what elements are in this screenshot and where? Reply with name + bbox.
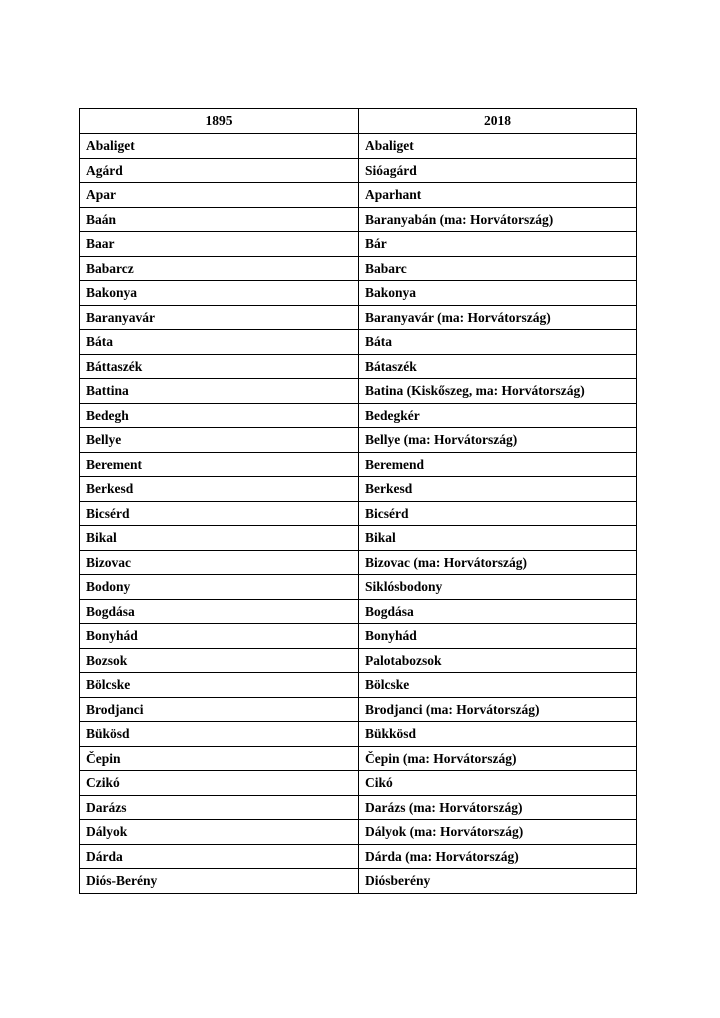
cell-name-2018: Čepin (ma: Horvátország): [359, 746, 637, 771]
cell-name-1895: Bedegh: [80, 403, 359, 428]
table-row: [80, 820, 637, 845]
table-row: [80, 354, 637, 379]
table-row: [80, 305, 637, 330]
cell-name-2018: Bakonya: [359, 281, 637, 306]
cell-name-1895: Bükösd: [80, 722, 359, 747]
table-row: [80, 697, 637, 722]
table-row: [80, 648, 637, 673]
cell-name-1895: Dárda: [80, 844, 359, 869]
cell-name-1895: Dályok: [80, 820, 359, 845]
cell-name-1895: Čepin: [80, 746, 359, 771]
cell-name-1895: Berement: [80, 452, 359, 477]
table-row: [80, 158, 637, 183]
cell-name-2018: Cikó: [359, 771, 637, 796]
cell-name-2018: Aparhant: [359, 183, 637, 208]
cell-name-2018: Diósberény: [359, 869, 637, 894]
cell-name-2018: Bizovac (ma: Horvátország): [359, 550, 637, 575]
table-row: [80, 795, 637, 820]
cell-name-1895: Bonyhád: [80, 624, 359, 649]
table-row: [80, 526, 637, 551]
cell-name-1895: Bölcske: [80, 673, 359, 698]
cell-name-1895: Babarcz: [80, 256, 359, 281]
table-row: [80, 256, 637, 281]
cell-name-1895: Bicsérd: [80, 501, 359, 526]
cell-name-2018: Bicsérd: [359, 501, 637, 526]
place-names-table: [79, 108, 637, 894]
table-row: [80, 379, 637, 404]
cell-name-1895: Battina: [80, 379, 359, 404]
table-row: [80, 232, 637, 257]
cell-name-1895: Berkesd: [80, 477, 359, 502]
header-2018: 2018: [359, 109, 637, 134]
cell-name-1895: Bellye: [80, 428, 359, 453]
cell-name-2018: Baranyabán (ma: Horvátország): [359, 207, 637, 232]
cell-name-2018: Bikal: [359, 526, 637, 551]
cell-name-1895: Bakonya: [80, 281, 359, 306]
cell-name-2018: Brodjanci (ma: Horvátország): [359, 697, 637, 722]
cell-name-2018: Abaliget: [359, 134, 637, 159]
table-row: [80, 477, 637, 502]
cell-name-2018: Siklósbodony: [359, 575, 637, 600]
table-row: [80, 624, 637, 649]
cell-name-2018: Sióagárd: [359, 158, 637, 183]
table-row: [80, 183, 637, 208]
cell-name-1895: Báttaszék: [80, 354, 359, 379]
cell-name-1895: Brodjanci: [80, 697, 359, 722]
table-row: [80, 844, 637, 869]
cell-name-1895: Bizovac: [80, 550, 359, 575]
table-row: [80, 599, 637, 624]
cell-name-2018: Báta: [359, 330, 637, 355]
cell-name-1895: Agárd: [80, 158, 359, 183]
cell-name-1895: Bodony: [80, 575, 359, 600]
table-row: [80, 746, 637, 771]
cell-name-2018: Bellye (ma: Horvátország): [359, 428, 637, 453]
cell-name-2018: Bogdása: [359, 599, 637, 624]
table-row: [80, 403, 637, 428]
cell-name-1895: Baán: [80, 207, 359, 232]
cell-name-2018: Palotabozsok: [359, 648, 637, 673]
table-row: [80, 771, 637, 796]
table-row: [80, 869, 637, 894]
table-row: [80, 428, 637, 453]
cell-name-2018: Baranyavár (ma: Horvátország): [359, 305, 637, 330]
header-row: [80, 109, 637, 134]
table-row: [80, 452, 637, 477]
cell-name-1895: Czikó: [80, 771, 359, 796]
cell-name-2018: Bölcske: [359, 673, 637, 698]
table-row: [80, 722, 637, 747]
table-row: [80, 673, 637, 698]
cell-name-1895: Baranyavár: [80, 305, 359, 330]
cell-name-2018: Beremend: [359, 452, 637, 477]
table-row: [80, 501, 637, 526]
table-row: [80, 550, 637, 575]
header-1895: 1895: [80, 109, 359, 134]
cell-name-2018: Dárda (ma: Horvátország): [359, 844, 637, 869]
cell-name-1895: Baar: [80, 232, 359, 257]
cell-name-2018: Bedegkér: [359, 403, 637, 428]
table-row: [80, 134, 637, 159]
cell-name-1895: Abaliget: [80, 134, 359, 159]
cell-name-1895: Apar: [80, 183, 359, 208]
cell-name-2018: Dályok (ma: Horvátország): [359, 820, 637, 845]
table-body: [80, 134, 637, 894]
cell-name-2018: Bükkösd: [359, 722, 637, 747]
cell-name-2018: Bonyhád: [359, 624, 637, 649]
table-row: [80, 281, 637, 306]
cell-name-1895: Báta: [80, 330, 359, 355]
cell-name-2018: Berkesd: [359, 477, 637, 502]
cell-name-1895: Bozsok: [80, 648, 359, 673]
cell-name-2018: Darázs (ma: Horvátország): [359, 795, 637, 820]
table-row: [80, 207, 637, 232]
cell-name-1895: Darázs: [80, 795, 359, 820]
cell-name-1895: Bogdása: [80, 599, 359, 624]
cell-name-1895: Diós-Berény: [80, 869, 359, 894]
cell-name-1895: Bikal: [80, 526, 359, 551]
cell-name-2018: Bátaszék: [359, 354, 637, 379]
table-row: [80, 575, 637, 600]
place-names-table-container: [79, 108, 636, 894]
table-row: [80, 330, 637, 355]
cell-name-2018: Bár: [359, 232, 637, 257]
cell-name-2018: Babarc: [359, 256, 637, 281]
cell-name-2018: Batina (Kiskőszeg, ma: Horvátország): [359, 379, 637, 404]
